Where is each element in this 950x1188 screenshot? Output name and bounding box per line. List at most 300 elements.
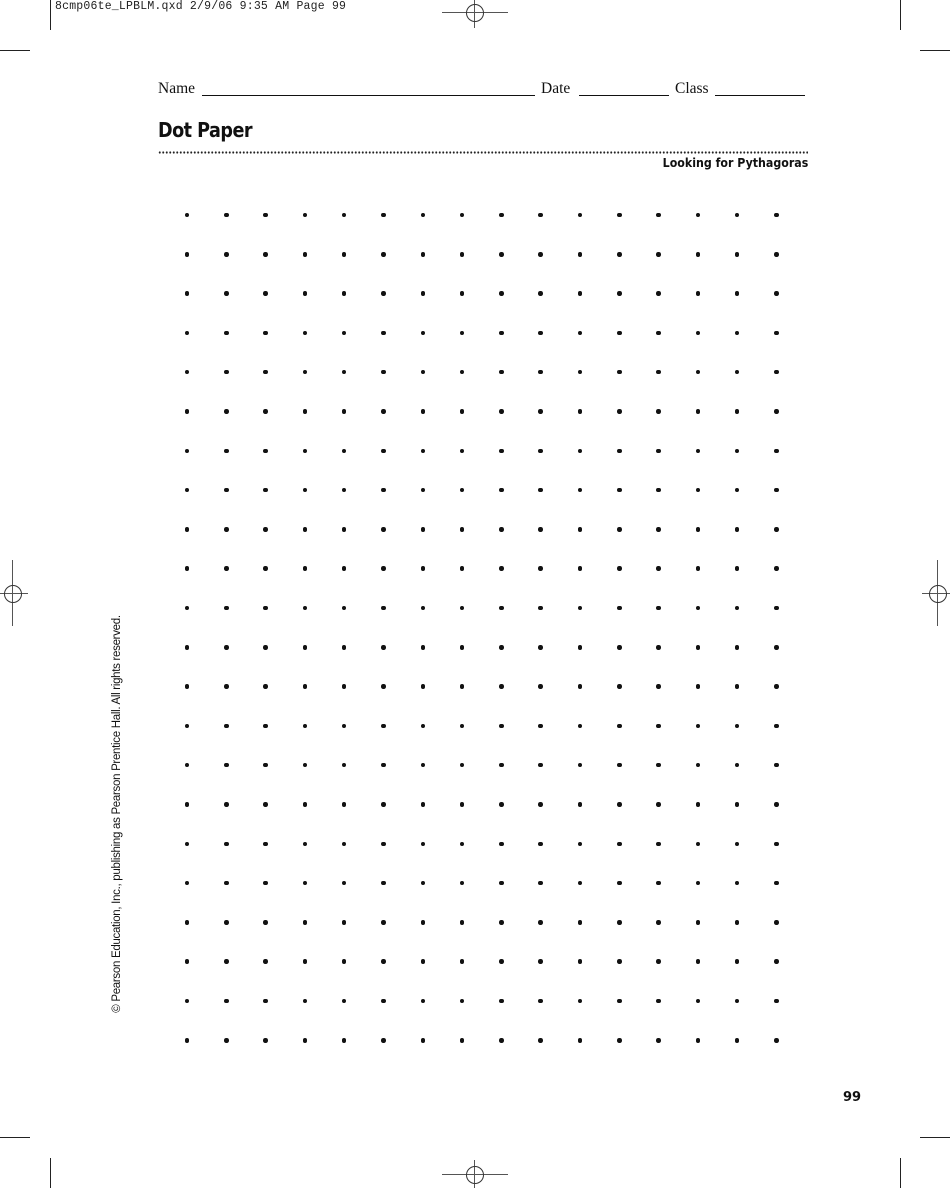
grid-dot [538,802,543,807]
grid-dot [578,566,583,571]
grid-dot [499,999,504,1004]
grid-dot [499,645,504,650]
grid-dot [735,331,740,336]
grid-dot [185,252,190,257]
grid-dot [499,488,504,493]
grid-dot [538,724,543,729]
grid-dot [774,449,779,454]
grid-dot [696,409,701,414]
grid-dot [185,409,190,414]
grid-dot [735,291,740,296]
grid-dot [263,684,268,689]
date-field-line[interactable] [579,95,669,96]
grid-dot [460,606,465,611]
grid-dot [263,409,268,414]
grid-dot [185,291,190,296]
grid-dot [263,566,268,571]
grid-dot [460,842,465,847]
grid-dot [342,920,347,925]
grid-dot [342,881,347,886]
grid-dot [185,881,190,886]
grid-dot [774,881,779,886]
grid-dot [656,566,661,571]
grid-dot [499,802,504,807]
grid-dot [617,606,622,611]
grid-dot [696,252,701,257]
grid-dot [735,684,740,689]
grid-dot [735,724,740,729]
grid-dot [696,370,701,375]
grid-dot [617,763,622,768]
grid-dot [460,370,465,375]
grid-dot [224,763,229,768]
grid-dot [421,684,426,689]
grid-dot [460,213,465,218]
crop-mark [50,1158,51,1188]
grid-dot [774,566,779,571]
grid-dot [696,802,701,807]
grid-dot [499,920,504,925]
grid-dot [578,488,583,493]
grid-dot [696,645,701,650]
grid-dot [303,763,308,768]
grid-dot [656,684,661,689]
grid-dot [578,527,583,532]
grid-dot [774,331,779,336]
grid-dot [224,488,229,493]
grid-dot [185,488,190,493]
crop-mark [920,50,950,51]
grid-dot [617,488,622,493]
grid-dot [263,802,268,807]
grid-dot [303,213,308,218]
grid-dot [578,1038,583,1043]
grid-dot [774,606,779,611]
grid-dot [578,724,583,729]
grid-dot [263,763,268,768]
grid-dot [656,606,661,611]
grid-dot [303,291,308,296]
date-label: Date [541,80,571,97]
grid-dot [578,252,583,257]
grid-dot [224,409,229,414]
grid-dot [696,959,701,964]
grid-dot [303,488,308,493]
grid-dot [578,606,583,611]
grid-dot [303,252,308,257]
grid-dot [538,999,543,1004]
grid-dot [617,527,622,532]
grid-dot [224,370,229,375]
grid-dot [460,724,465,729]
grid-dot [342,488,347,493]
grid-dot [381,802,386,807]
grid-dot [303,370,308,375]
grid-dot [421,724,426,729]
grid-dot [696,1038,701,1043]
grid-dot [735,370,740,375]
grid-dot [696,527,701,532]
grid-dot [774,488,779,493]
crop-mark [900,1158,901,1188]
grid-dot [696,566,701,571]
grid-dot [735,842,740,847]
grid-dot [774,252,779,257]
grid-dot [224,449,229,454]
grid-dot [460,763,465,768]
grid-dot [499,370,504,375]
grid-dot [774,999,779,1004]
grid-dot [656,527,661,532]
grid-dot [656,999,661,1004]
grid-dot [421,252,426,257]
grid-dot [735,802,740,807]
grid-dot [421,213,426,218]
grid-dot [735,999,740,1004]
grid-dot [303,566,308,571]
grid-dot [421,566,426,571]
grid-dot [224,802,229,807]
grid-dot [421,881,426,886]
grid-dot [538,252,543,257]
grid-dot [499,252,504,257]
grid-dot [656,881,661,886]
grid-dot [263,488,268,493]
grid-dot [460,645,465,650]
grid-dot [185,1038,190,1043]
grid-dot [263,606,268,611]
grid-dot [538,331,543,336]
grid-dot [578,370,583,375]
grid-dot [303,999,308,1004]
grid-dot [342,763,347,768]
grid-dot [774,291,779,296]
grid-dot [578,645,583,650]
grid-dot [263,291,268,296]
grid-dot [617,213,622,218]
name-field-line[interactable] [202,95,535,96]
grid-dot [538,213,543,218]
grid-dot [696,488,701,493]
grid-dot [224,999,229,1004]
grid-dot [460,291,465,296]
grid-dot [696,684,701,689]
grid-dot [381,291,386,296]
grid-dot [735,488,740,493]
grid-dot [303,724,308,729]
grid-dot [656,488,661,493]
grid-dot [224,1038,229,1043]
grid-dot [499,881,504,886]
grid-dot [538,449,543,454]
grid-dot [381,920,386,925]
grid-dot [735,566,740,571]
grid-dot [381,724,386,729]
grid-dot [342,959,347,964]
grid-dot [303,802,308,807]
grid-dot [656,802,661,807]
crop-mark [0,50,30,51]
grid-dot [381,1038,386,1043]
grid-dot [263,449,268,454]
grid-dot [460,1038,465,1043]
grid-dot [499,606,504,611]
grid-dot [342,370,347,375]
grid-dot [342,566,347,571]
grid-dot [381,763,386,768]
grid-dot [578,881,583,886]
grid-dot [617,999,622,1004]
grid-dot [381,527,386,532]
grid-dot [617,252,622,257]
grid-dot [185,527,190,532]
grid-dot [460,959,465,964]
grid-dot [421,488,426,493]
student-info-header [158,80,808,102]
grid-dot [696,920,701,925]
grid-dot [224,606,229,611]
grid-dot [460,881,465,886]
crop-mark [920,1137,950,1138]
grid-dot [460,802,465,807]
grid-dot [774,802,779,807]
grid-dot [185,449,190,454]
grid-dot [499,684,504,689]
grid-dot [224,959,229,964]
grid-dot [263,213,268,218]
grid-dot [656,409,661,414]
grid-dot [617,959,622,964]
grid-dot [185,802,190,807]
grid-dot [421,409,426,414]
grid-dot [696,763,701,768]
grid-dot [735,881,740,886]
grid-dot [538,409,543,414]
grid-dot [617,802,622,807]
grid-dot [381,409,386,414]
grid-dot [185,370,190,375]
grid-dot [656,1038,661,1043]
grid-dot [696,213,701,218]
grid-dot [617,645,622,650]
grid-dot [381,606,386,611]
grid-dot [381,881,386,886]
grid-dot [460,252,465,257]
grid-dot [381,566,386,571]
grid-dot [538,606,543,611]
grid-dot [224,331,229,336]
grid-dot [735,959,740,964]
grid-dot [774,409,779,414]
grid-dot [381,331,386,336]
grid-dot [381,959,386,964]
grid-dot [617,920,622,925]
grid-dot [617,291,622,296]
grid-dot [538,527,543,532]
grid-dot [656,252,661,257]
grid-dot [656,213,661,218]
grid-dot [656,920,661,925]
grid-dot [656,763,661,768]
grid-dot [263,252,268,257]
page-title: Dot Paper [158,118,253,142]
grid-dot [499,527,504,532]
grid-dot [185,724,190,729]
grid-dot [617,370,622,375]
grid-dot [421,842,426,847]
grid-dot [303,527,308,532]
grid-dot [381,370,386,375]
grid-dot [538,566,543,571]
grid-dot [735,409,740,414]
grid-dot [499,331,504,336]
grid-dot [303,881,308,886]
grid-dot [774,645,779,650]
grid-dot [735,763,740,768]
grid-dot [538,842,543,847]
grid-dot [342,331,347,336]
grid-dot [696,999,701,1004]
grid-dot [460,999,465,1004]
grid-dot [656,449,661,454]
grid-dot [578,291,583,296]
grid-dot [342,527,347,532]
grid-dot [342,645,347,650]
grid-dot [342,842,347,847]
grid-dot [774,959,779,964]
grid-dot [185,566,190,571]
grid-dot [303,331,308,336]
grid-dot [499,566,504,571]
grid-dot [421,370,426,375]
grid-dot [185,920,190,925]
grid-dot [185,999,190,1004]
grid-dot [185,331,190,336]
grid-dot [185,959,190,964]
grid-dot [617,1038,622,1043]
grid-dot [538,488,543,493]
grid-dot [656,291,661,296]
grid-dot [185,684,190,689]
grid-dot [538,959,543,964]
grid-dot [185,842,190,847]
grid-dot [303,842,308,847]
grid-dot [342,802,347,807]
dotted-rule [158,151,808,154]
grid-dot [381,645,386,650]
crop-mark [900,0,901,30]
grid-dot [381,842,386,847]
grid-dot [499,213,504,218]
grid-dot [303,684,308,689]
grid-dot [578,842,583,847]
grid-dot [578,409,583,414]
grid-dot [499,959,504,964]
class-label: Class [675,80,709,97]
grid-dot [538,684,543,689]
grid-dot [774,1038,779,1043]
grid-dot [578,959,583,964]
grid-dot [578,684,583,689]
grid-dot [538,1038,543,1043]
grid-dot [578,331,583,336]
grid-dot [538,370,543,375]
grid-dot [342,252,347,257]
grid-dot [656,724,661,729]
grid-dot [185,763,190,768]
grid-dot [499,1038,504,1043]
grid-dot [381,252,386,257]
grid-dot [538,881,543,886]
grid-dot [460,920,465,925]
grid-dot [617,449,622,454]
grid-dot [617,566,622,571]
grid-dot [421,763,426,768]
grid-dot [774,213,779,218]
grid-dot [735,920,740,925]
grid-dot [735,527,740,532]
grid-dot [499,724,504,729]
grid-dot [224,213,229,218]
crop-mark [0,1137,30,1138]
grid-dot [696,606,701,611]
page-number: 99 [843,1090,862,1105]
grid-dot [421,959,426,964]
grid-dot [263,724,268,729]
grid-dot [342,213,347,218]
grid-dot [303,409,308,414]
grid-dot [656,842,661,847]
grid-dot [381,488,386,493]
grid-dot [185,606,190,611]
grid-dot [617,724,622,729]
grid-dot [303,920,308,925]
grid-dot [224,566,229,571]
grid-dot [185,645,190,650]
grid-dot [617,409,622,414]
grid-dot [578,763,583,768]
grid-dot [617,331,622,336]
grid-dot [342,606,347,611]
grid-dot [578,920,583,925]
grid-dot [696,449,701,454]
grid-dot [774,763,779,768]
grid-dot [224,645,229,650]
copyright-notice: © Pearson Education, Inc., publishing as Pearson Prentice Hall. All rights reserved. [111,615,123,1013]
grid-dot [735,213,740,218]
grid-dot [224,291,229,296]
grid-dot [421,449,426,454]
grid-dot [735,252,740,257]
grid-dot [342,291,347,296]
grid-dot [342,684,347,689]
grid-dot [538,291,543,296]
grid-dot [578,449,583,454]
grid-dot [499,409,504,414]
grid-dot [774,724,779,729]
grid-dot [263,1038,268,1043]
grid-dot [735,449,740,454]
grid-dot [617,842,622,847]
grid-dot [303,645,308,650]
grid-dot [263,959,268,964]
grid-dot [696,842,701,847]
class-field-line[interactable] [715,95,805,96]
grid-dot [381,999,386,1004]
grid-dot [224,920,229,925]
grid-dot [735,645,740,650]
grid-dot [381,449,386,454]
